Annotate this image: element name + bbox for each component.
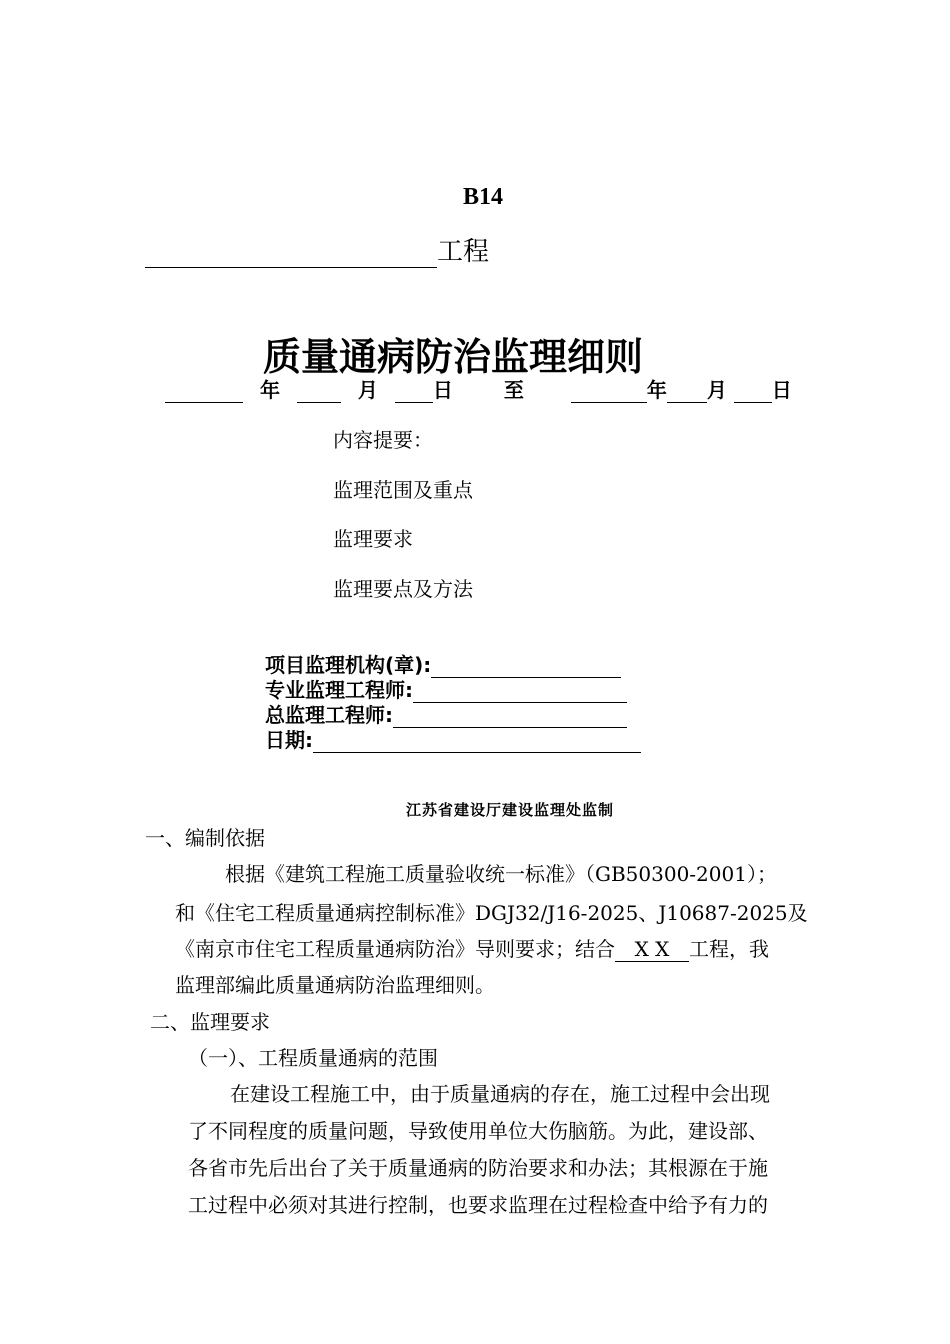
section1-line3-post: 工程，我 <box>689 937 769 961</box>
section2-heading: 二、监理要求 <box>150 1010 270 1034</box>
contents-item: 监理范围及重点 <box>333 478 473 502</box>
signature-date-label: 日期: <box>265 728 313 752</box>
issuer-text: 江苏省建设厅建设监理处监制 <box>405 801 614 819</box>
document-title: 质量通病防治监理细则 <box>262 335 643 379</box>
project-fill: X X <box>615 937 689 962</box>
day-label: 日 <box>432 378 453 402</box>
year2-blank <box>571 382 647 403</box>
section2-paragraph-line: 工过程中必须对其进行控制，也要求监理在过程检查中给予有力的 <box>188 1193 768 1217</box>
year-label: 年 <box>259 378 280 402</box>
signature-chief-label: 总监理工程师: <box>265 703 393 727</box>
day2-label: 日 <box>771 378 792 402</box>
document-code: B14 <box>462 184 503 210</box>
section2-paragraph-line: 了不同程度的质量问题，导致使用单位大伤脑筋。为此，建设部、 <box>188 1119 768 1143</box>
section1-line <box>175 933 769 962</box>
section1-line: 和《住宅工程质量通病控制标准》DGJ32/J16-2025、J10687-2025及 <box>175 901 808 925</box>
month2-blank <box>667 382 707 403</box>
project-name-blank <box>145 237 437 268</box>
section2-paragraph-line: 在建设工程施工中，由于质量通病的存在，施工过程中会出现 <box>230 1082 770 1106</box>
signature-engineer-label: 专业监理工程师: <box>265 678 413 702</box>
year2-label: 年 <box>646 378 667 402</box>
signature-date-blank <box>313 732 641 753</box>
section2-subheading: （一）、工程质量通病的范围 <box>188 1046 438 1070</box>
section1-heading: 一、编制依据 <box>145 826 265 850</box>
to-label: 至 <box>503 378 524 402</box>
section2-paragraph-line: 各省市先后出台了关于质量通病的防治要求和办法；其根源在于施 <box>188 1156 768 1180</box>
day-blank <box>395 382 433 403</box>
year-blank <box>165 382 243 403</box>
month2-label: 月 <box>706 378 727 402</box>
project-name-line <box>145 231 489 268</box>
section1-line: 监理部编此质量通病防治监理细则。 <box>175 973 495 997</box>
project-suffix: 工程 <box>437 237 490 267</box>
contents-item: 监理要点及方法 <box>333 577 473 601</box>
section1-line3-pre: 《南京市住宅工程质量通病防治》导则要求；结合 <box>175 937 615 961</box>
contents-item: 监理要求 <box>333 527 413 551</box>
section1-line: 根据《建筑工程施工质量验收统一标准》（GB50300-2001）； <box>225 862 777 886</box>
signature-org-label: 项目监理机构(章): <box>265 653 432 677</box>
day2-blank <box>734 382 772 403</box>
month-label: 月 <box>357 378 378 402</box>
month-blank <box>297 382 341 403</box>
contents-heading: 内容提要： <box>333 428 433 452</box>
date-range <box>165 374 792 403</box>
signature-date <box>265 724 641 753</box>
